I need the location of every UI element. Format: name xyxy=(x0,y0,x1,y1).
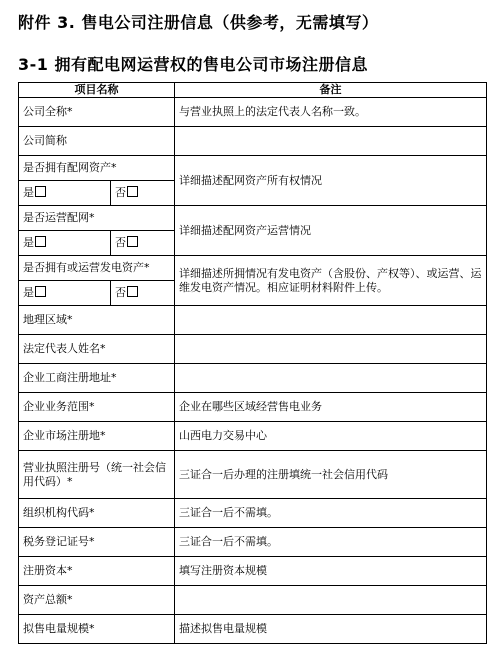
item-total-assets: 资产总额* xyxy=(19,586,175,615)
note-operate-network: 详细描述配网资产运营情况 xyxy=(175,206,487,256)
note-company-short xyxy=(175,127,487,156)
yes-label: 是 xyxy=(23,286,34,299)
table-row xyxy=(19,557,487,586)
note-reg-capital: 填写注册资本规模 xyxy=(175,557,487,586)
checkbox-icon[interactable] xyxy=(35,286,46,297)
table-row xyxy=(19,98,487,127)
note-license-no: 三证合一后办理的注册填统一社会信用代码 xyxy=(175,451,487,499)
item-org-code: 组织机构代码* xyxy=(19,499,175,528)
yes-label: 是 xyxy=(23,236,34,249)
table-row xyxy=(19,156,487,181)
yes-label: 是 xyxy=(23,186,34,199)
table-row xyxy=(19,393,487,422)
registration-table xyxy=(18,82,487,644)
note-reg-address xyxy=(175,364,487,393)
checkbox-icon[interactable] xyxy=(35,186,46,197)
no-label: 否 xyxy=(115,236,126,249)
item-planned-volume: 拟售电量规模* xyxy=(19,615,175,644)
no-option[interactable] xyxy=(111,181,175,206)
item-operate-network: 是否运营配网* xyxy=(19,206,175,231)
table-row xyxy=(19,127,487,156)
yes-option[interactable] xyxy=(19,181,111,206)
item-region: 地理区域* xyxy=(19,306,175,335)
appendix-heading: 附件 3. 售电公司注册信息（供参考，无需填写） xyxy=(18,13,379,32)
checkbox-icon[interactable] xyxy=(35,236,46,247)
checkbox-icon[interactable] xyxy=(127,286,138,297)
item-reg-address: 企业工商注册地址* xyxy=(19,364,175,393)
table-row xyxy=(19,528,487,557)
yes-option[interactable] xyxy=(19,281,111,306)
note-business-scope: 企业在哪些区域经营售电业务 xyxy=(175,393,487,422)
item-tax-reg: 税务登记证号* xyxy=(19,528,175,557)
table-row xyxy=(19,586,487,615)
note-market-reg-place: 山西电力交易中心 xyxy=(175,422,487,451)
yes-option[interactable] xyxy=(19,231,111,256)
table-row xyxy=(19,615,487,644)
note-tax-reg: 三证合一后不需填。 xyxy=(175,528,487,557)
no-option[interactable] xyxy=(111,231,175,256)
item-company-short: 公司简称 xyxy=(19,127,175,156)
item-market-reg-place: 企业市场注册地* xyxy=(19,422,175,451)
table-row xyxy=(19,499,487,528)
item-reg-capital: 注册资本* xyxy=(19,557,175,586)
table-row xyxy=(19,335,487,364)
note-planned-volume: 描述拟售电量规模 xyxy=(175,615,487,644)
item-legal-rep: 法定代表人姓名* xyxy=(19,335,175,364)
note-total-assets xyxy=(175,586,487,615)
note-org-code: 三证合一后不需填。 xyxy=(175,499,487,528)
table-row xyxy=(19,364,487,393)
note-company-fullname: 与营业执照上的法定代表人名称一致。 xyxy=(175,98,487,127)
no-label: 否 xyxy=(115,286,126,299)
checkbox-icon[interactable] xyxy=(127,186,138,197)
header-item-name: 项目名称 xyxy=(19,83,175,98)
table-row xyxy=(19,422,487,451)
item-license-no: 营业执照注册号（统一社会信用代码）* xyxy=(19,451,175,499)
note-own-assets: 详细描述配网资产所有权情况 xyxy=(175,156,487,206)
item-own-assets: 是否拥有配网资产* xyxy=(19,156,175,181)
table-row xyxy=(19,306,487,335)
checkbox-icon[interactable] xyxy=(127,236,138,247)
table-row xyxy=(19,206,487,231)
header-note: 备注 xyxy=(175,83,487,98)
item-business-scope: 企业业务范围* xyxy=(19,393,175,422)
table-row xyxy=(19,256,487,281)
note-region xyxy=(175,306,487,335)
item-own-generation: 是否拥有或运营发电资产* xyxy=(19,256,175,281)
table-header-row xyxy=(19,83,487,98)
table-row xyxy=(19,451,487,499)
no-label: 否 xyxy=(115,186,126,199)
section-heading: 3-1 拥有配电网运营权的售电公司市场注册信息 xyxy=(18,55,368,74)
item-company-fullname: 公司全称* xyxy=(19,98,175,127)
note-own-generation: 详细描述所拥情况有发电资产（含股份、产权等）、或运营、运维发电资产情况。相应证明材料附件上传。 xyxy=(175,256,487,306)
note-legal-rep xyxy=(175,335,487,364)
no-option[interactable] xyxy=(111,281,175,306)
